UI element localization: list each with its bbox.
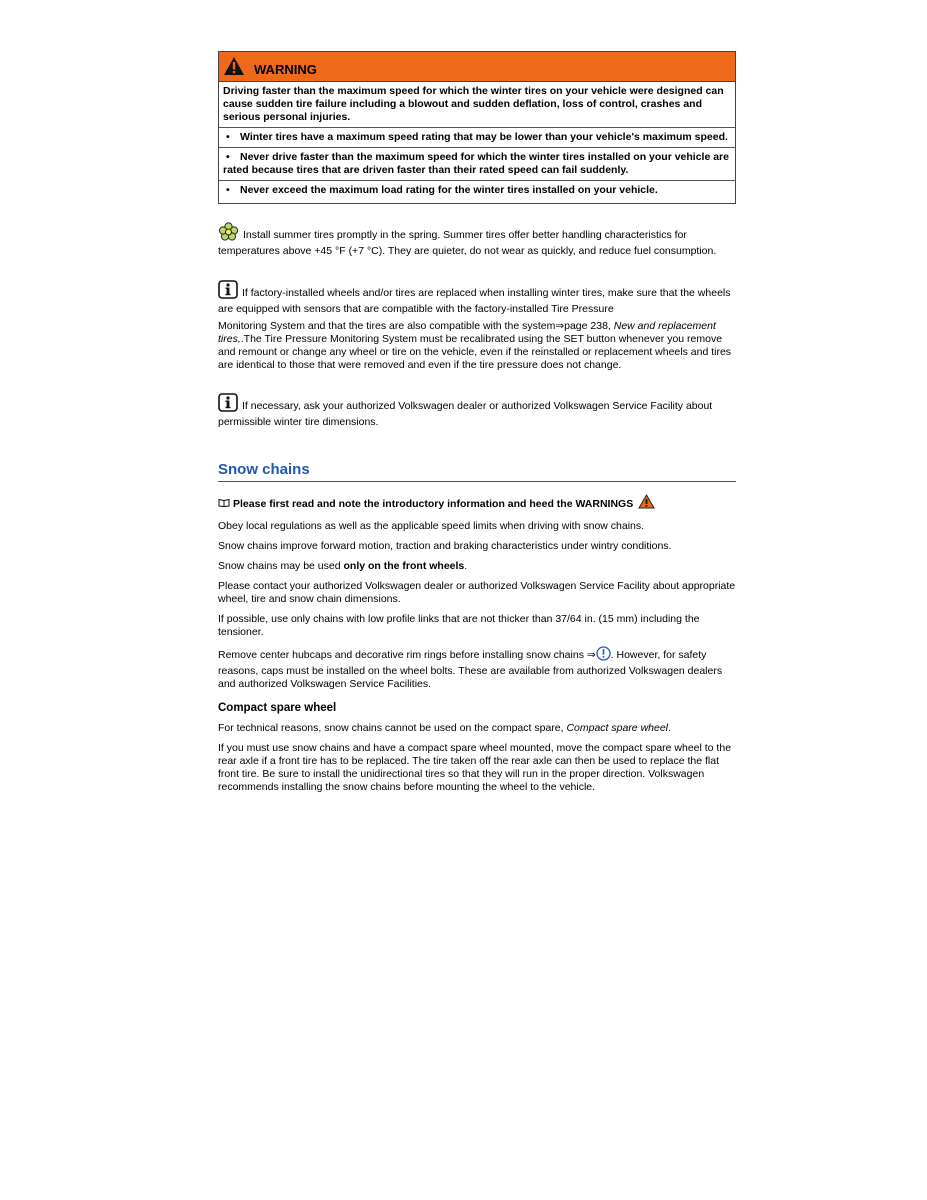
warning-bullet: • Never drive faster than the maximum speed for which the winter tires installed on your vehicle are rated because tires that are driven faster than their rated speed can fail suddenly. (219, 147, 735, 180)
warning-header (219, 52, 735, 82)
environment-note-text: Install summer tires promptly in the spring. Summer tires offer better handling characteristics for temperatures above +45 °F (+7 °C). They are quieter, do not wear as quickly, and reduce fuel consumption. (218, 229, 717, 257)
warning-triangle-icon (638, 494, 655, 513)
info-note (218, 393, 736, 429)
paragraph: If you must use snow chains and have a compact spare wheel mounted, move the compact spare wheel to the rear axle if a front tire has to be replaced. The tire taken off the rear axle can then be used to replace the flat front tire. Be sure to install the unidirectional tires so that they will run in the proper direction. Volkswagen recommends installing the snow chains before mounting the wheel to the vehicle. (218, 742, 732, 793)
section-intro-text: Please first read and note the introductory information and heed the WARNINGS (233, 498, 634, 510)
environment-note (218, 222, 736, 258)
page-reference-link[interactable]: New and replacement tires, (218, 320, 716, 345)
info-icon (218, 393, 238, 416)
info-note (218, 280, 736, 372)
info-note-text: If necessary, ask your authorized Volkswagen dealer or authorized Volkswagen Service Facility about permissible winter tire dimensions. (218, 400, 713, 428)
info-note-text: .The Tire Pressure Monitoring System must be recalibrated using the SET button whenever you remove and remount or change any wheel or tire on the vehicle, even if the reinstalled or replacement wheels and tires are identical to those that were removed and even if the tire pressure does not change. (218, 333, 732, 371)
info-note-text: Monitoring System and that the tires are also compatible with the system⇒page 238, (218, 320, 614, 332)
book-icon (218, 498, 230, 511)
warning-title: WARNING (254, 62, 317, 77)
subsection-title: Compact spare wheel (218, 702, 337, 714)
warning-triangle-icon (223, 56, 245, 76)
paragraph: Snow chains improve forward motion, traction and braking characteristics under wintry conditions. (218, 540, 672, 552)
warning-body (219, 82, 735, 203)
info-note-text: If factory-installed wheels and/or tires are replaced when installing winter tires, make sure that the wheels are equipped with sensors that are compatible with the factory-installed Tire Pressure (218, 287, 731, 315)
warning-box (218, 51, 736, 204)
warning-intro: Driving faster than the maximum speed for which the winter tires on your vehicle were designed can cause sudden tire failure including a blowout and sudden deflation, loss of control, crashes and serious personal injuries. (223, 85, 724, 123)
page-reference-link[interactable]: Compact spare wheel (566, 722, 669, 734)
warning-bullet: • Never exceed the maximum load rating for the winter tires installed on your vehicle. (219, 180, 735, 200)
section-intro (218, 494, 736, 513)
paragraph: Obey local regulations as well as the applicable speed limits when driving with snow chains. (218, 520, 645, 532)
info-icon (218, 280, 238, 303)
flower-icon (218, 222, 239, 245)
section-title: Snow chains (218, 461, 736, 482)
paragraph: For technical reasons, snow chains cannot be used on the compact spare, Compact spare wheel. (218, 722, 671, 734)
paragraph: If possible, use only chains with low profile links that are not thicker than 37/64 in. (15 mm) including the tensioner. (218, 613, 700, 638)
caution-circle-icon[interactable] (596, 646, 611, 665)
paragraph: Remove center hubcaps and decorative rim rings before installing snow chains ⇒ . However, for safety reasons, caps must be installed on the wheel bolts. These are available from authorized Volkswagen dealers and authorized Volkswagen Service Facilities. (218, 646, 736, 691)
paragraph: Please contact your authorized Volkswagen dealer or authorized Volkswagen Service Facility about appropriate wheel, tire and snow chain dimensions. (218, 580, 736, 605)
paragraph: Snow chains may be used only on the front wheels. (218, 560, 468, 572)
warning-bullet: • Winter tires have a maximum speed rating that may be lower than your vehicle's maximum speed. (219, 127, 735, 147)
manual-page (218, 51, 736, 794)
